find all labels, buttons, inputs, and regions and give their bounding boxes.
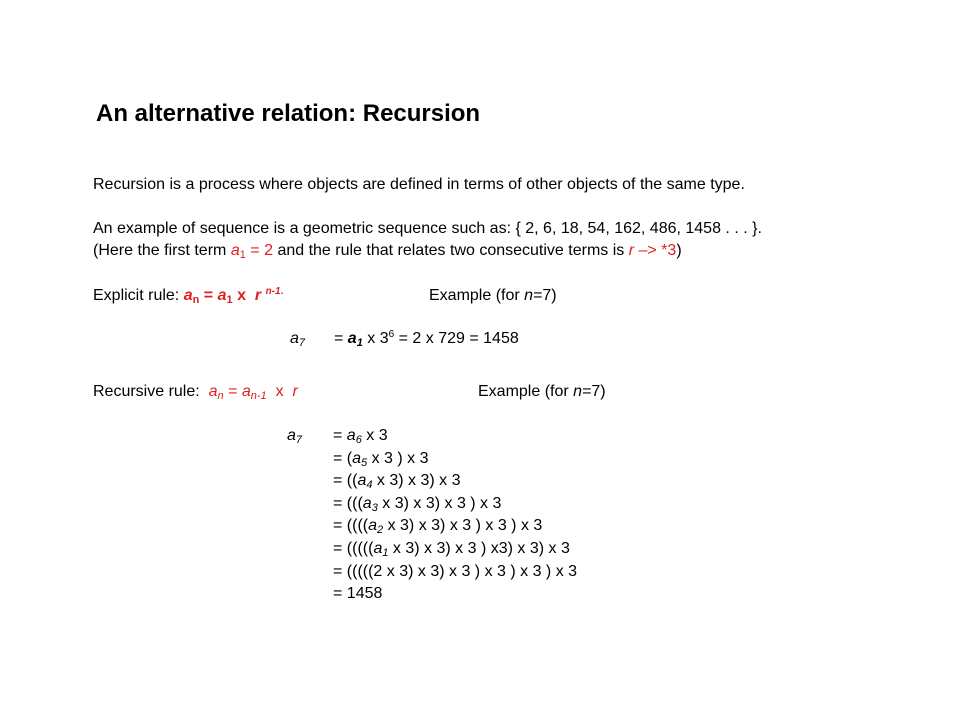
calc-step: = ($a_5$ x 3 ) x 3 [333,449,429,469]
recursive-rule-label: Recursive rule: [93,383,200,400]
calc-step: = (((((2 x 3) x 3) x 3 ) x 3 ) x 3 ) x 3 [333,562,578,580]
calc-step: = ((((($a_1$ x 3) x 3) x 3 ) x3) x 3) x 3 [333,539,570,559]
first-term-middle: and the rule that relates two consecutive terms is [277,242,625,259]
example-sequence-text: An example of sequence is a geometric sequence such as: { 2, 6, 18, 54, 162, 486, 1458 . . . }. [93,220,762,237]
explicit-calc-rhs: = $a_1$ x $3^6 = 2$ x 729 = 1458 [334,329,519,349]
recursive-calc-lhs: $a_7$ [287,427,303,446]
ratio-rule: r –> *3 [628,242,677,259]
intro-text: Recursion is a process where objects are defined in terms of other objects of the same type. [93,176,745,193]
recursive-rule [93,383,298,401]
explicit-rule-label: Explicit rule: [93,287,180,304]
recursive-rule-formula: $a_n = a_{n-1}$ x r [208,383,298,402]
calc-step: = 1458 [333,585,383,603]
first-term-formula: $a_1 = 2$ [230,242,273,261]
explicit-calc-lhs: $a_7$ [290,330,306,349]
explicit-rule [93,287,283,305]
calc-step: = $a_6$ x 3 [333,427,388,446]
calc-step: = ((($a_3$ x 3) x 3) x 3 ) x 3 [333,494,502,514]
recursive-example-label: Example (for n=7) [478,383,606,400]
first-term-prefix: (Here the first term [93,242,227,259]
calc-step: = (((($a_2$ x 3) x 3) x 3 ) x 3 ) x 3 [333,517,543,537]
recursive-calc-steps [333,427,577,608]
calc-step: = (($a_4$ x 3) x 3) x 3 [333,472,461,492]
page-title: An alternative relation: Recursion [96,100,481,127]
first-term-text: (Here the first term $a_1 = 2$ and the rule that relates two consecutive terms is r –> *3) [93,242,682,261]
explicit-rule-formula: $a_n = a_1$ x r $^{n-1.}$ [183,286,284,306]
explicit-example-label: Example (for n=7) [429,287,557,304]
